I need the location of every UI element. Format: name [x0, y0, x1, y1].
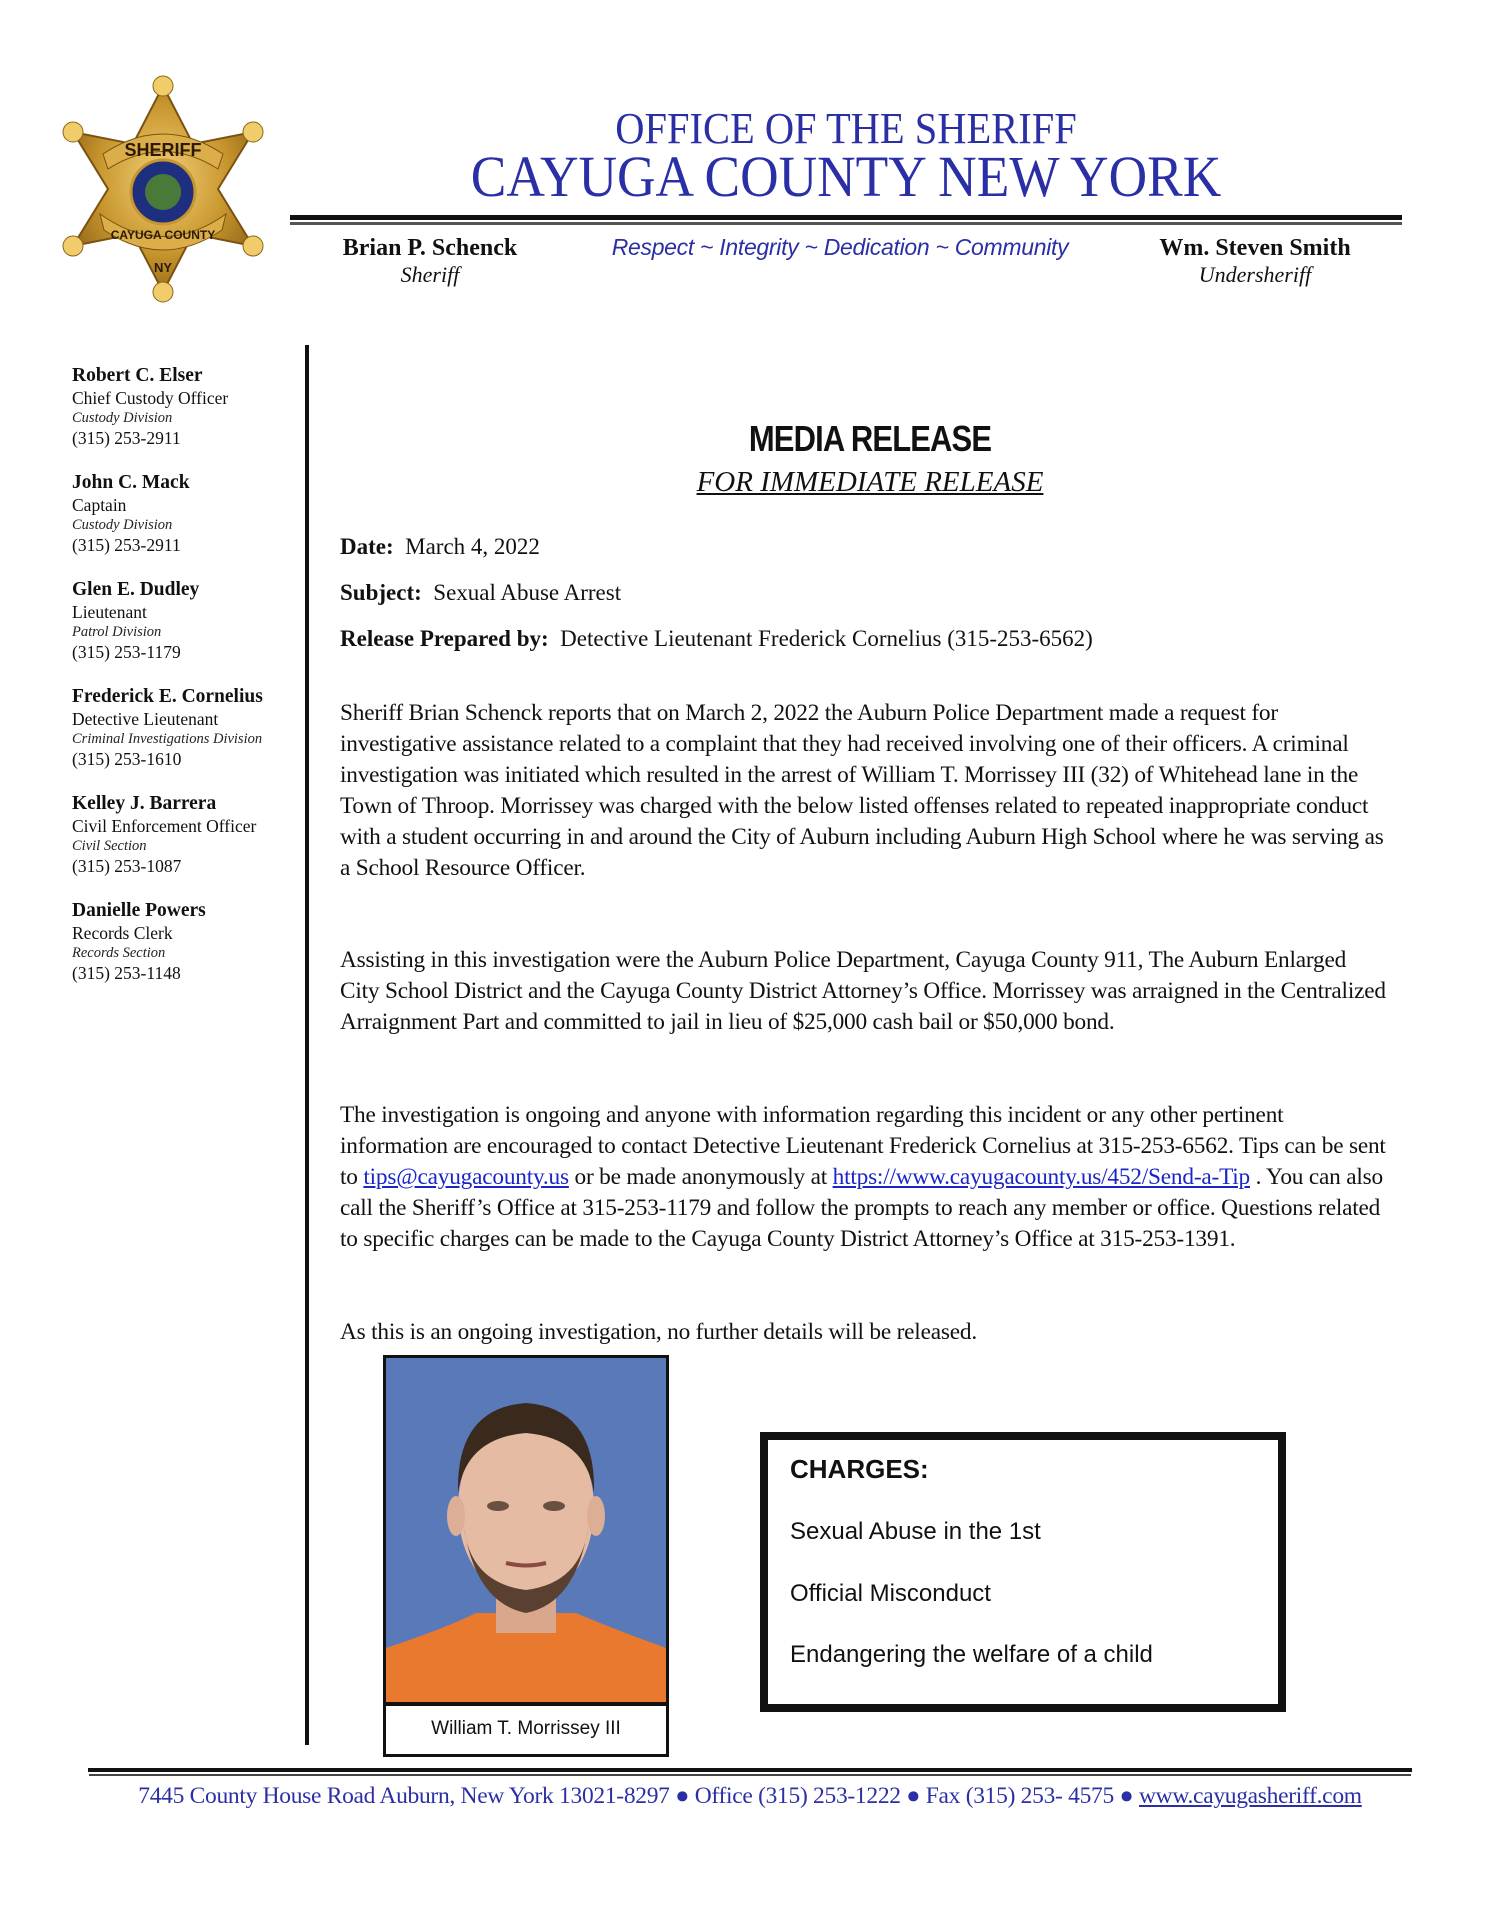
- staff-name: John C. Mack: [72, 472, 190, 493]
- send-a-tip-link[interactable]: https://www.cayugacounty.us/452/Send-a-Tip: [832, 1164, 1251, 1190]
- staff-name: Robert C. Elser: [72, 365, 203, 386]
- staff-phone: (315) 253-1179: [72, 642, 181, 662]
- staff-entry: [72, 685, 297, 770]
- sheriff-name: Brian P. Schenck: [342, 235, 518, 261]
- sheriff-block: [320, 235, 540, 288]
- footer-website-link[interactable]: www.cayugasheriff.com: [1139, 1783, 1362, 1809]
- contact-text: The investigation is ongoing and anyone with information regarding this incident or any other pertinent information are encouraged to contact Detective Lieutenant Frederick Cornelius at 315-253-6562. Tips can be sent to: [340, 1102, 1386, 1190]
- mugshot-photo: [386, 1358, 666, 1706]
- date-label: Date:: [340, 534, 394, 559]
- staff-phone: (315) 253-2911: [72, 428, 181, 448]
- sheriff-star-badge-icon: [58, 74, 268, 304]
- svg-text:CAYUGA COUNTY: CAYUGA COUNTY: [110, 228, 216, 242]
- staff-role: Lieutenant: [72, 602, 147, 622]
- bullet-icon: ●: [675, 1783, 690, 1809]
- staff-role: Civil Enforcement Officer: [72, 816, 257, 836]
- staff-division: Records Section: [72, 945, 166, 961]
- staff-division: Custody Division: [72, 517, 173, 533]
- svg-text:SHERIFF: SHERIFF: [124, 140, 202, 160]
- staff-division: Patrol Division: [72, 624, 162, 640]
- date-value: March 4, 2022: [405, 534, 540, 559]
- staff-role: Detective Lieutenant: [72, 709, 219, 729]
- undersheriff-title: Undersheriff: [1198, 262, 1312, 287]
- charges-box: [760, 1432, 1286, 1712]
- footer-address: 7445 County House Road Auburn, New York 13021-8297: [138, 1783, 670, 1809]
- staff-division: Civil Section: [72, 838, 147, 854]
- footer-fax: Fax (315) 253- 4575: [925, 1783, 1114, 1809]
- staff-division: Custody Division: [72, 410, 173, 426]
- footer-contact: [88, 1783, 1412, 1810]
- staff-directory: [72, 364, 297, 1006]
- contact-text: or be made anonymously at: [568, 1164, 833, 1190]
- staff-entry: [72, 792, 297, 877]
- staff-role: Captain: [72, 495, 127, 515]
- release-prepared-by: [340, 626, 1093, 652]
- prepared-label: Release Prepared by:: [340, 626, 549, 651]
- charge-item: Sexual Abuse in the 1st: [790, 1518, 1041, 1545]
- paragraph-assisting-agencies: Assisting in this investigation were the Auburn Police Department, Cayuga County 911, The Auburn Enlarged City School District and the Cayuga County District Attorney’s Office. Morrissey was arraigned in the Centralized Arraignment Part and committed to jail in lieu of $25,000 cash bail or $50,000 bond.: [340, 947, 1386, 1035]
- staff-role: Records Clerk: [72, 923, 173, 943]
- charge-item: Endangering the welfare of a child: [790, 1641, 1153, 1668]
- charge-item: Official Misconduct: [790, 1580, 991, 1607]
- contact-text: . You can also call the Sheriff’s Office at 315-253-1179 and follow the prompts to reach any member or office. Questions related to specific charges can be made to the Cayuga County District Attorney’s Office at 315-253-1391.: [340, 1164, 1383, 1252]
- staff-entry: [72, 899, 297, 984]
- staff-name: Glen E. Dudley: [72, 579, 200, 600]
- staff-entry: [72, 578, 297, 663]
- bullet-icon: ●: [1119, 1783, 1134, 1809]
- bullet-icon: ●: [906, 1783, 921, 1809]
- staff-phone: (315) 253-1087: [72, 856, 182, 876]
- immediate-release-subheading: FOR IMMEDIATE RELEASE: [696, 466, 1044, 498]
- prepared-value: Detective Lieutenant Frederick Cornelius (315-253-6562): [560, 626, 1093, 651]
- subject-label: Subject:: [340, 580, 422, 605]
- tips-email-link[interactable]: tips@cayugacounty.us: [363, 1164, 569, 1190]
- staff-name: Danielle Powers: [72, 900, 206, 921]
- mugshot-frame: [383, 1355, 669, 1757]
- paragraph-closing: As this is an ongoing investigation, no further details will be released.: [340, 1319, 977, 1345]
- office-title: OFFICE OF THE SHERIFF: [615, 104, 1077, 153]
- subject-value: Sexual Abuse Arrest: [433, 580, 622, 605]
- staff-phone: (315) 253-1610: [72, 749, 182, 769]
- paragraph-contact-info: [340, 1100, 1390, 1255]
- county-title: CAYUGA COUNTY NEW YORK: [470, 144, 1222, 209]
- staff-name: Kelley J. Barrera: [72, 793, 217, 814]
- staff-phone: (315) 253-2911: [72, 535, 181, 555]
- sheriff-title: Sheriff: [400, 262, 460, 287]
- motto: Respect ~ Integrity ~ Dedication ~ Community: [611, 234, 1069, 260]
- footer-rule: [88, 1768, 1412, 1772]
- undersheriff-name: Wm. Steven Smith: [1159, 235, 1351, 261]
- release-date: [340, 534, 540, 560]
- staff-entry: [72, 364, 297, 449]
- staff-phone: (315) 253-1148: [72, 963, 181, 983]
- header-rule: [290, 215, 1402, 222]
- staff-role: Chief Custody Officer: [72, 388, 229, 408]
- vertical-divider: [305, 345, 309, 1745]
- charges-title: CHARGES:: [790, 1454, 929, 1484]
- svg-text:NY: NY: [153, 260, 173, 275]
- undersheriff-block: [1130, 235, 1380, 288]
- staff-entry: [72, 471, 297, 556]
- release-subject: [340, 580, 621, 606]
- paragraph-arrest-summary: Sheriff Brian Schenck reports that on March 2, 2022 the Auburn Police Department made a request for investigative assistance related to a complaint that they had received involving one of their officers. A criminal investigation was initiated which resulted in the arrest of William T. Morrissey III (32) of Whitehead lane in the Town of Throop. Morrissey was charged with the below listed offenses related to repeated inappropriate conduct with a student occurring in and around the City of Auburn including Auburn High School where he was serving as a School Resource Officer.: [340, 700, 1384, 881]
- media-release-heading: MEDIA RELEASE: [748, 418, 992, 459]
- footer-office-phone: Office (315) 253-1222: [694, 1783, 901, 1809]
- staff-division: Criminal Investigations Division: [72, 731, 263, 747]
- staff-name: Frederick E. Cornelius: [72, 686, 263, 707]
- mugshot-caption: William T. Morrissey III: [431, 1718, 621, 1739]
